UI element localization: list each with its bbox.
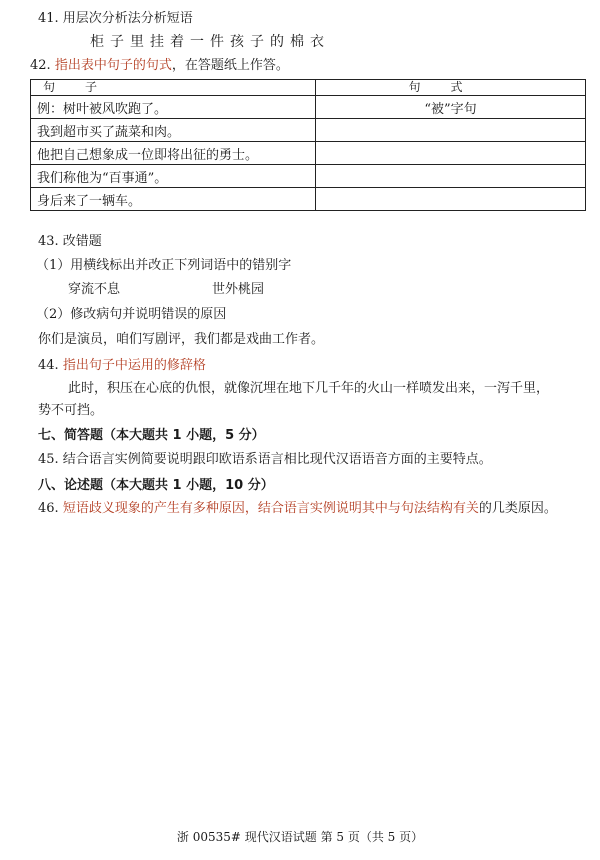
q42-prompt <box>30 57 289 75</box>
sentence-cell: 他把自己想象成一位即将出征的勇士。 <box>31 142 316 165</box>
q44-line2: 势不可挡。 <box>38 403 104 418</box>
section7-title: 七、简答题（本大题共 1 小题，5 分） <box>38 428 265 443</box>
table-row <box>31 142 586 165</box>
q44-title: 指出句子中运用的修辞格 <box>62 358 206 373</box>
page-footer: 浙 00535# 现代汉语试题 第 5 页（共 5 页） <box>176 830 424 844</box>
q46-number: 46. <box>38 501 59 516</box>
q43-sub1: （1）用横线标出并改正下列词语中的错别字 <box>36 258 292 273</box>
type-cell <box>316 119 586 142</box>
table-row <box>31 96 586 119</box>
q42-prompt-highlight: 指出表中句子的句式 <box>54 58 172 73</box>
table-header-row <box>31 80 586 96</box>
q43-word2: 世外桃园 <box>212 282 265 297</box>
q42-number: 42. <box>30 58 51 73</box>
q43-word1: 穿流不息 <box>68 282 121 297</box>
type-cell <box>316 142 586 165</box>
q41-instruction: 41. 用层次分析法分析短语 <box>38 11 193 26</box>
type-cell: “被”字句 <box>316 96 586 119</box>
table-row <box>31 119 586 142</box>
sentence-cell: 身后来了一辆车。 <box>31 188 316 211</box>
table-row <box>31 165 586 188</box>
q44-prompt <box>38 357 206 375</box>
header-sentence: 句子 <box>31 80 316 96</box>
sentence-cell: 我们称他为“百事通”。 <box>31 165 316 188</box>
q46-rest: 的几类原因。 <box>478 501 557 516</box>
type-cell <box>316 188 586 211</box>
type-cell <box>316 165 586 188</box>
sentence-type-table <box>30 79 586 211</box>
sentence-cell: 我到超市买了蔬菜和肉。 <box>31 119 316 142</box>
sentence-cell: 例：树叶被风吹跑了。 <box>31 96 316 119</box>
section8-title: 八、论述题（本大题共 1 小题，10 分） <box>38 478 274 493</box>
q44-line1: 此时，积压在心底的仇恨，就像沉埋在地下几千年的火山一样喷发出来，一泻千里， <box>68 381 550 396</box>
q41-phrase: 柜子里挂着一件孩子的棉衣 <box>90 34 330 50</box>
q42-prompt-rest: ，在答题纸上作答。 <box>171 58 289 73</box>
q43-sentence: 你们是演员，咱们写剧评，我们都是戏曲工作者。 <box>38 332 325 347</box>
table-row <box>31 188 586 211</box>
q43-sub2: （2）修改病句并说明错误的原因 <box>36 307 227 322</box>
q46-text <box>38 500 557 518</box>
q46-highlight: 短语歧义现象的产生有多种原因，结合语言实例说明其中与句法结构有关 <box>62 501 479 516</box>
q43-title: 43. 改错题 <box>38 234 102 249</box>
header-type: 句式 <box>316 80 586 96</box>
q44-number: 44. <box>38 358 59 373</box>
q45-text: 45. 结合语言实例简要说明跟印欧语系语言相比现代汉语语音方面的主要特点。 <box>38 452 492 467</box>
